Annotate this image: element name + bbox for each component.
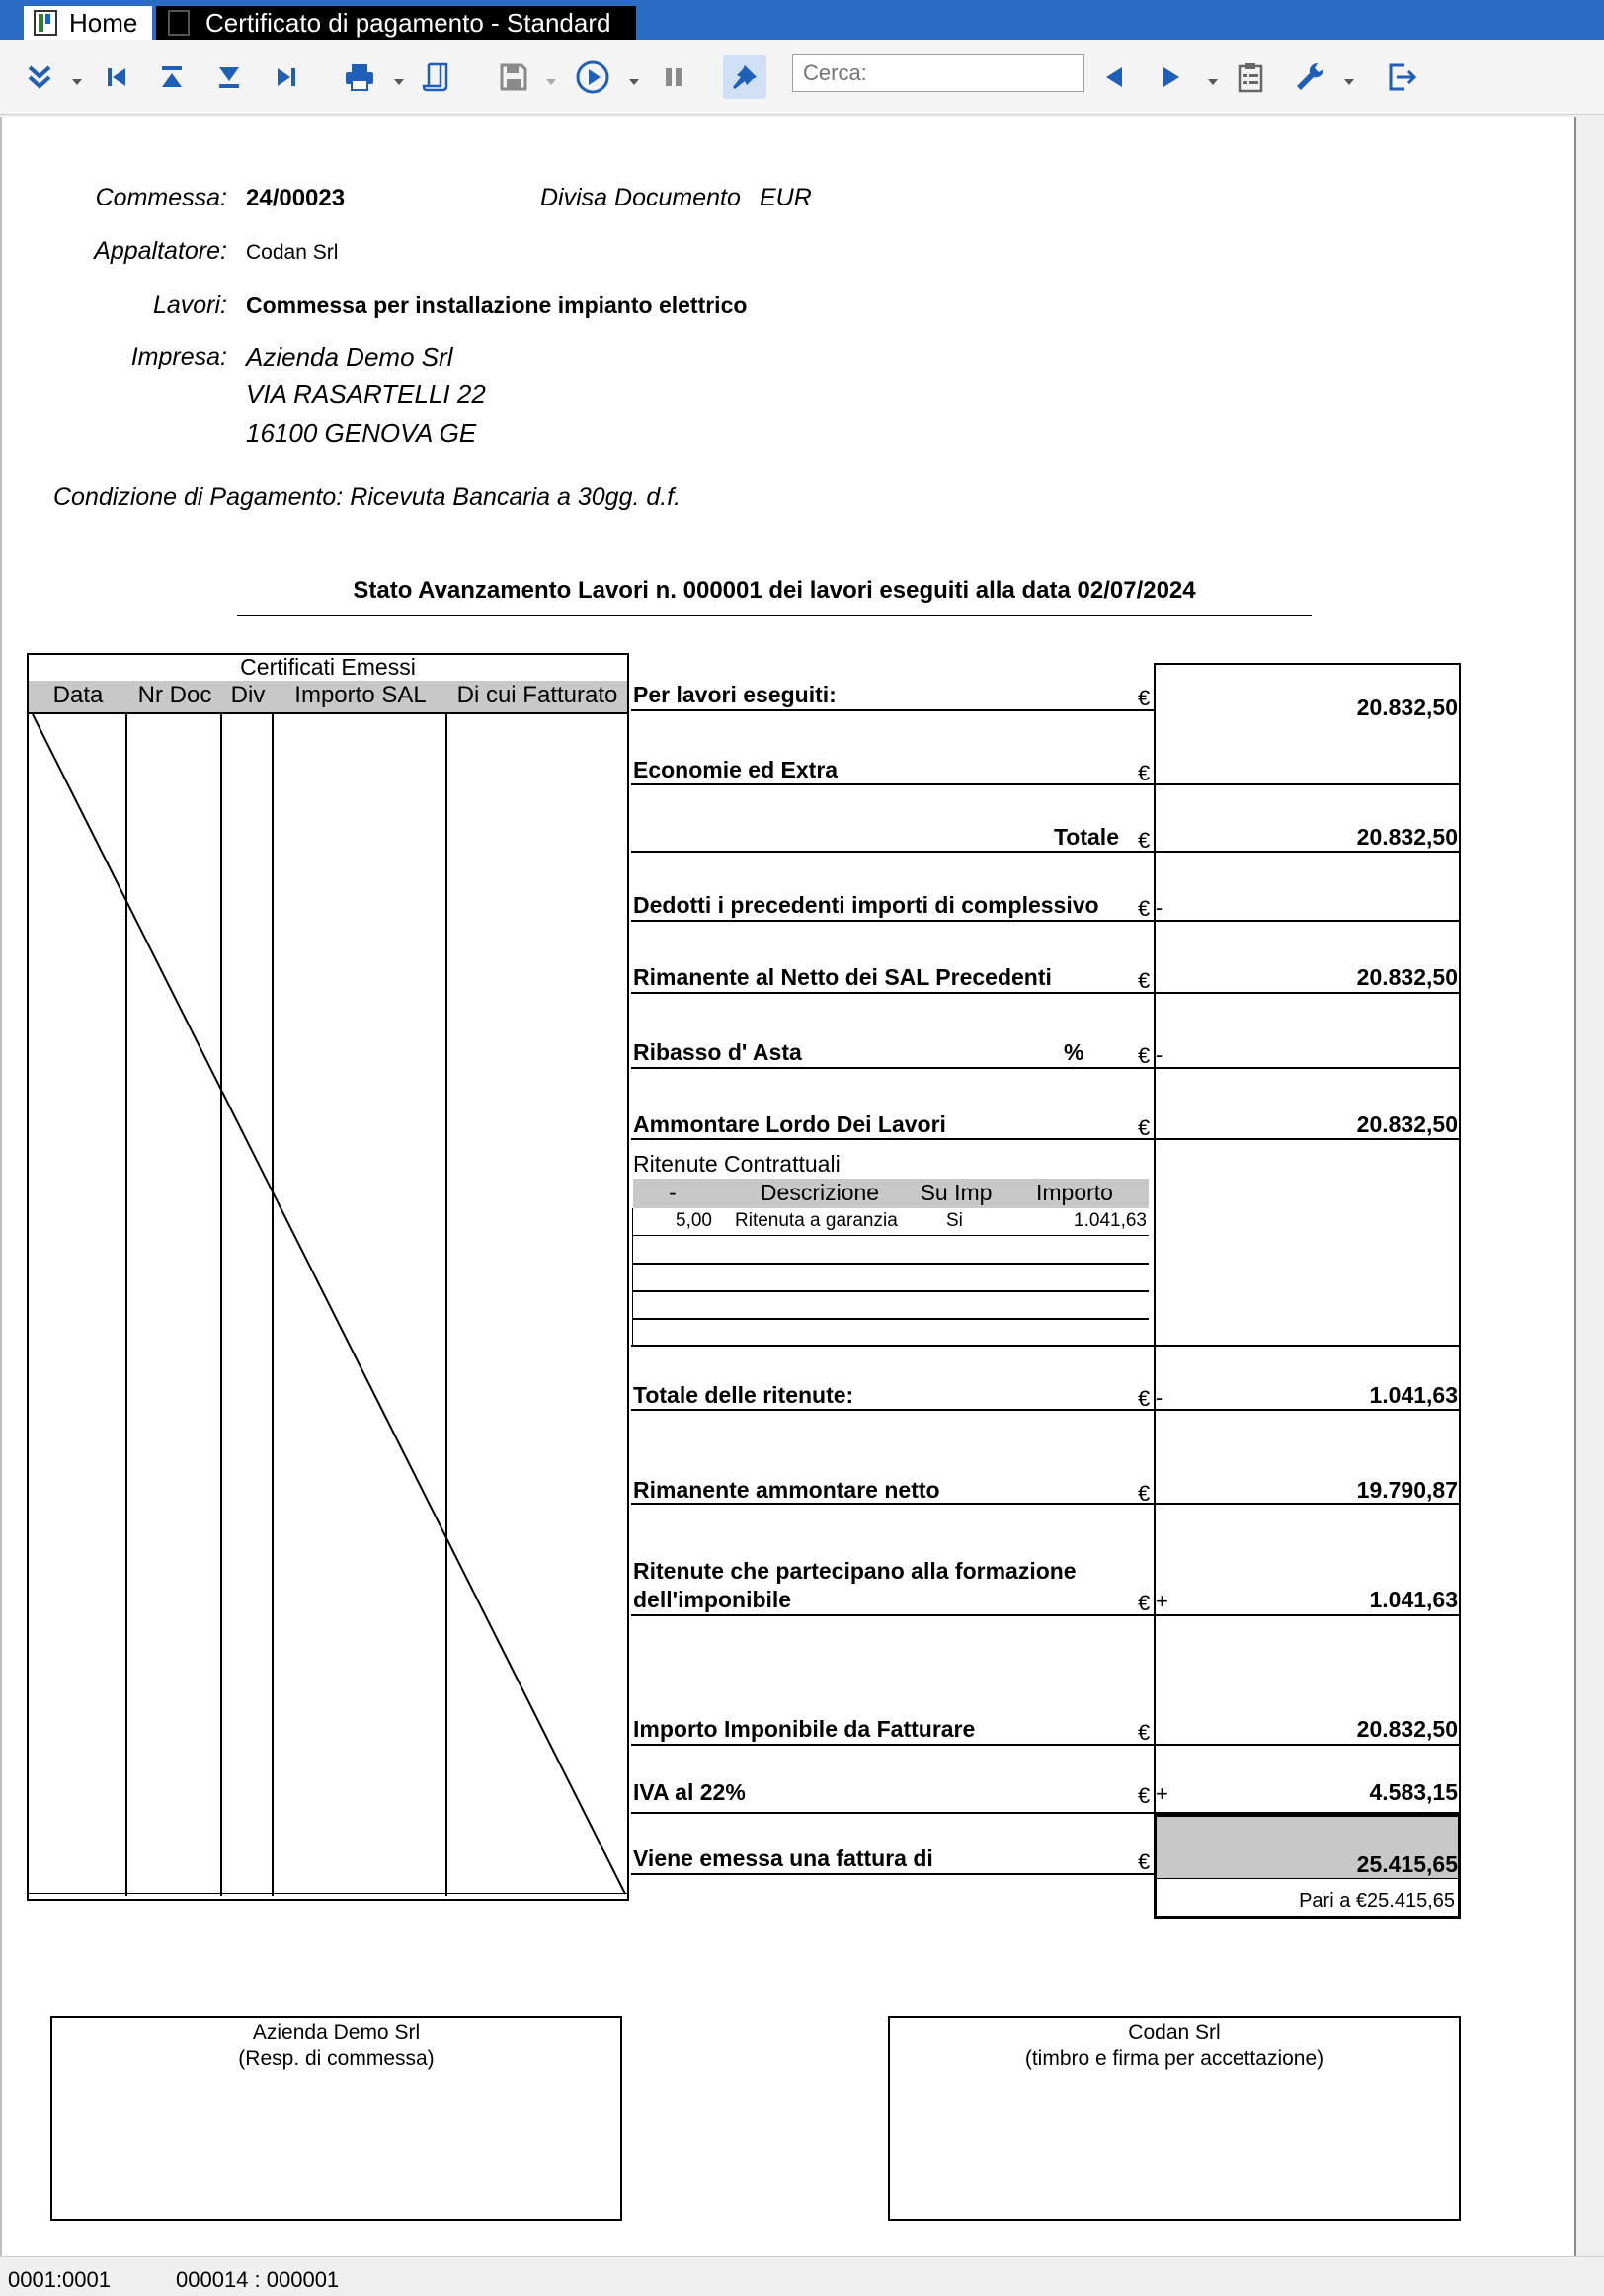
certificati-title: Certificati Emessi <box>240 654 416 680</box>
dedotti-sign: - <box>1156 895 1163 920</box>
status-record: 000014 : 000001 <box>176 2267 340 2292</box>
sal-title-underline <box>237 615 1312 616</box>
divisa-label: Divisa Documento <box>540 184 741 211</box>
row-line <box>631 1067 1461 1069</box>
ritenuta-importo: 1.041,63 <box>1074 1210 1147 1231</box>
totale-ritenute-currency: € <box>1138 1386 1151 1411</box>
row-line <box>631 992 1461 994</box>
rimanente-netto-sal-label: Rimanente al Netto dei SAL Precedenti <box>633 964 1052 990</box>
rimanente-netto-sal-amount: 20.832,50 <box>1356 964 1458 990</box>
row-line <box>631 1409 1461 1411</box>
ritenute-row-line <box>633 1318 1149 1320</box>
per-lavori-amount: 20.832,50 <box>1356 695 1458 720</box>
appaltatore-label: Appaltatore: <box>94 237 227 265</box>
dedotti-label: Dedotti i precedenti importi di complessivo <box>633 892 1099 918</box>
totale-ritenute-amount: 1.041,63 <box>1369 1382 1458 1408</box>
rimanente-netto-sal-currency: € <box>1138 968 1151 993</box>
ribasso-currency: € <box>1138 1043 1151 1068</box>
ritenuta-descrizione: Ritenuta a garanzia <box>735 1210 898 1231</box>
rimanente-ammontare-label: Rimanente ammontare netto <box>633 1477 940 1503</box>
ritenute-imponibile-label-1: Ritenute che partecipano alla formazione <box>633 1558 1077 1584</box>
condizione-pagamento: Condizione di Pagamento: Ricevuta Bancaria a 30gg. d.f. <box>53 483 682 511</box>
row-line <box>631 920 1461 922</box>
ritenute-col-importo: Importo <box>1036 1180 1113 1205</box>
totale-amount: 20.832,50 <box>1356 824 1458 850</box>
impresa-line-2: VIA RASARTELLI 22 <box>246 379 486 409</box>
lavori-label: Lavori: <box>152 291 227 319</box>
fattura-pari: Pari a €25.415,65 <box>1299 1890 1455 1912</box>
per-lavori-currency: € <box>1138 686 1151 710</box>
ritenute-col-perc: - <box>669 1180 677 1205</box>
ritenute-imponibile-label-2: dell'imponibile <box>633 1587 792 1612</box>
economie-currency: € <box>1138 761 1151 785</box>
iva-amount: 4.583,15 <box>1369 1779 1458 1805</box>
ritenute-imponibile-sign: + <box>1156 1589 1168 1613</box>
ammontare-lordo-currency: € <box>1138 1115 1151 1140</box>
totale-currency: € <box>1138 828 1151 853</box>
lavori-value: Commessa per installazione impianto elettrico <box>246 292 748 318</box>
status-page: 0001:0001 <box>8 2267 111 2292</box>
per-lavori-label: Per lavori eseguiti: <box>633 682 837 707</box>
certificati-empty-cross-line <box>29 712 629 1898</box>
row-line <box>631 1873 1155 1875</box>
importo-imponibile-currency: € <box>1138 1720 1151 1745</box>
commessa-label: Commessa: <box>95 184 227 211</box>
fattura-label: Viene emessa una fattura di <box>633 1845 933 1871</box>
ritenute-row-line <box>633 1235 1149 1236</box>
col-data: Data <box>52 682 104 708</box>
fattura-amount: 25.415,65 <box>1356 1851 1458 1877</box>
dedotti-currency: € <box>1138 896 1151 921</box>
importo-imponibile-label: Importo Imponibile da Fatturare <box>633 1716 976 1742</box>
commessa-value: 24/00023 <box>246 185 346 211</box>
col-nr-doc: Nr Doc <box>137 682 212 708</box>
row-line <box>631 1812 1155 1814</box>
fattura-currency: € <box>1138 1849 1151 1874</box>
signature-left-name: Azienda Demo Srl <box>252 2021 421 2044</box>
ritenuta-perc: 5,00 <box>676 1210 712 1231</box>
importo-imponibile-amount: 20.832,50 <box>1356 1716 1458 1742</box>
signature-left-role: (Resp. di commessa) <box>238 2047 435 2070</box>
ribasso-sign: - <box>1156 1042 1163 1067</box>
vertical-scrollbar[interactable] <box>1576 117 1604 2256</box>
row-line <box>631 1345 1461 1347</box>
divisa-value: EUR <box>760 184 812 211</box>
rimanente-ammontare-amount: 19.790,87 <box>1356 1477 1458 1503</box>
ammontare-lordo-label: Ammontare Lordo Dei Lavori <box>633 1111 946 1137</box>
col-div: Div <box>230 682 266 708</box>
signature-right-name: Codan Srl <box>1128 2021 1221 2044</box>
ritenute-col-su-imp: Su Imp <box>920 1180 993 1205</box>
ritenute-row-line <box>633 1263 1149 1265</box>
signature-box-left <box>50 2016 622 2221</box>
row-line <box>631 1744 1461 1746</box>
rimanente-ammontare-currency: € <box>1138 1481 1151 1506</box>
row-line <box>631 783 1461 785</box>
ritenute-imponibile-currency: € <box>1138 1591 1151 1615</box>
row-line <box>631 1138 1461 1140</box>
ritenute-row-line <box>633 1290 1149 1292</box>
ammontare-lordo-amount: 20.832,50 <box>1356 1111 1458 1137</box>
tab-certificato-label: Certificato di pagamento - Standard <box>205 7 611 38</box>
totale-label: Totale <box>1053 824 1119 850</box>
appaltatore-value: Codan Srl <box>246 241 339 264</box>
ribasso-label: Ribasso d' Asta <box>633 1039 802 1065</box>
amount-column-box-upper <box>1154 663 1461 1347</box>
row-line <box>631 709 1155 711</box>
impresa-line-1: Azienda Demo Srl <box>246 342 453 371</box>
ritenuta-su-imp: Si <box>946 1210 963 1231</box>
impresa-label: Impresa: <box>130 343 227 370</box>
ritenute-imponibile-amount: 1.041,63 <box>1369 1587 1458 1612</box>
totale-ritenute-sign: - <box>1156 1385 1163 1410</box>
iva-currency: € <box>1138 1783 1151 1808</box>
signature-box-right <box>888 2016 1461 2221</box>
impresa-line-3: 16100 GENOVA GE <box>246 418 477 448</box>
col-di-cui-fatturato: Di cui Fatturato <box>456 682 618 708</box>
totale-ritenute-label: Totale delle ritenute: <box>633 1382 854 1408</box>
ritenute-title: Ritenute Contrattuali <box>633 1151 841 1177</box>
status-bar <box>0 2256 1604 2296</box>
iva-label: IVA al 22% <box>633 1779 746 1805</box>
row-line <box>631 851 1461 853</box>
economie-label: Economie ed Extra <box>633 757 839 782</box>
row-line <box>631 1614 1461 1616</box>
ribasso-percent: % <box>1064 1039 1084 1065</box>
col-importo-sal: Importo SAL <box>294 682 427 708</box>
tab-home-label: Home <box>69 7 138 38</box>
sal-title: Stato Avanzamento Lavori n. 000001 dei lavori eseguiti alla data 02/07/2024 <box>353 577 1196 604</box>
ritenute-col-descrizione: Descrizione <box>760 1180 880 1205</box>
signature-right-role: (timbro e firma per accettazione) <box>1024 2047 1324 2070</box>
iva-sign: + <box>1156 1781 1168 1806</box>
